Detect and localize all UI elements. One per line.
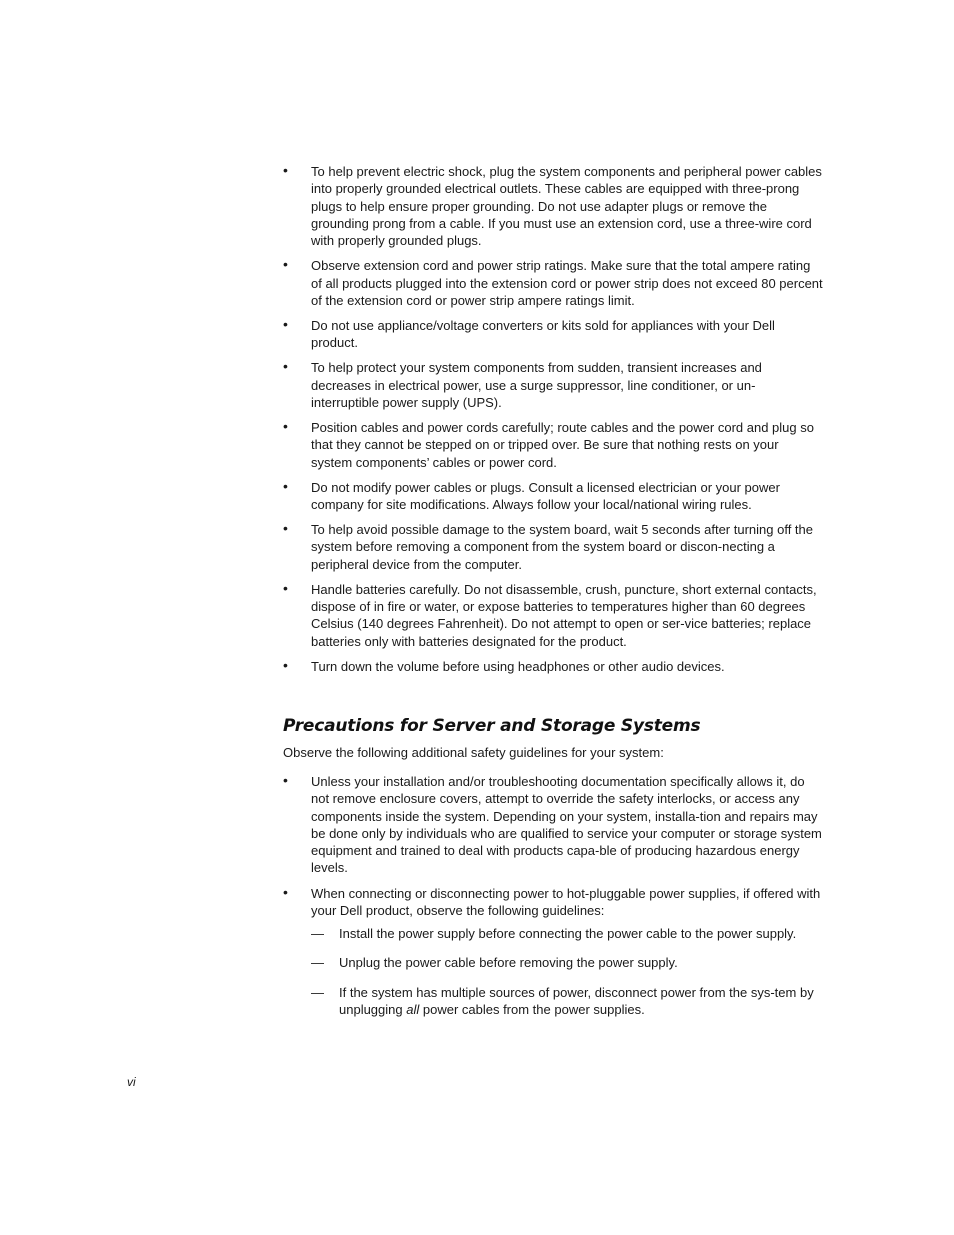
list-item-text: Turn down the volume before using headphones or other audio devices. (311, 658, 725, 674)
sub-list-item-text-end: power cables from the power supplies. (419, 1002, 645, 1018)
list-item (283, 581, 823, 650)
section-intro: Observe the following additional safety guidelines for your system: (283, 745, 664, 760)
safety-bullet-list (283, 163, 823, 683)
list-item (283, 521, 823, 573)
sub-list-item-text-start: If the system has multiple sources of power, disconnect power from the sys-tem by unplugging (339, 984, 814, 1018)
dash-icon: — (311, 955, 324, 971)
list-item-text: Observe extension cord and power strip ratings. Make sure that the total ampere rating of all products plugged into the extension cord or power strip does not exceed 80 percent of the extension cord or power strip ampere ratings limit. (311, 258, 823, 308)
list-item (283, 773, 823, 877)
bullet-icon: • (283, 883, 288, 900)
list-item (283, 419, 823, 471)
bullet-icon: • (283, 315, 288, 332)
list-item-text: To help protect your system components from sudden, transient increases and decreases in electrical power, use a surge suppressor, line conditioner, or un-interruptible power supply (UPS). (311, 360, 762, 410)
bullet-icon: • (283, 520, 288, 537)
bullet-icon: • (283, 772, 288, 788)
sub-list-item-text: Install the power supply before connecting the power cable to the power supply. (339, 926, 797, 942)
bullet-icon: • (283, 256, 288, 273)
list-item-text: Handle batteries carefully. Do not disassemble, crush, puncture, short external contacts, dispose of in fire or water, or expose batteries to temperatures higher than 60 degrees Celsius (140 degrees Fahrenheit). Do not attempt to open or ser-vice batteries; replace batteries only with batteries designated for the product. (311, 581, 817, 649)
sub-list-item-text (339, 985, 814, 1017)
list-item (283, 479, 823, 514)
list-item (283, 359, 823, 411)
sub-list-item-text: Unplug the power cable before removing the power supply. (339, 955, 678, 971)
bullet-icon: • (283, 579, 288, 596)
list-item (283, 658, 823, 675)
sub-list-item (311, 954, 823, 971)
emphasis-text: all (406, 1002, 420, 1018)
list-item-text: Do not use appliance/voltage converters or kits sold for appliances with your Dell product. (311, 317, 775, 351)
list-item (283, 257, 823, 309)
list-item-text: To help prevent electric shock, plug the system components and peripheral power cables into properly grounded electrical outlets. These cables are equipped with three-prong plugs to help ensure proper grounding. Do not use adapter plugs or remove the grounding prong from a cable. If you must use an extension cord, use a three-wire cord with properly grounded plugs. (311, 164, 822, 249)
list-item-text: Unless your installation and/or troubleshooting documentation specifically allows it, do not remove enclosure covers, attempt to override the safety interlocks, or access any components inside the system. Depending on your system, installa-tion and repairs may be done only by individuals who are qualified to service your computer or storage system equipment and trained to deal with products capa-ble of producing hazardous energy levels. (311, 774, 822, 876)
power-supply-guidelines-list (311, 925, 823, 1018)
list-item-text: To help avoid possible damage to the system board, wait 5 seconds after turning off the system before removing a component from the system board or discon-necting a peripheral device from the computer. (311, 522, 814, 572)
list-item (283, 317, 823, 352)
page-number: vi (127, 1075, 136, 1089)
sub-list-item (311, 984, 823, 1019)
dash-icon: — (311, 984, 324, 1000)
list-item-text: When connecting or disconnecting power to hot-pluggable power supplies, if offered with your Dell product, observe the following guidelines: (311, 885, 821, 918)
section-heading: Precautions for Server and Storage Systems (283, 716, 701, 736)
bullet-icon: • (283, 162, 288, 178)
dash-icon: — (311, 926, 324, 942)
sub-list-item (311, 925, 823, 942)
list-item-text: Position cables and power cords carefully; route cables and the power cord and plug so that they cannot be stepped on or tripped over. Be sure that nothing rests on your system components’ cables or power cord. (311, 420, 814, 470)
list-item (283, 885, 823, 1019)
server-precautions-list (283, 773, 823, 1030)
bullet-icon: • (283, 418, 288, 435)
bullet-icon: • (283, 656, 288, 673)
bullet-icon: • (283, 358, 288, 375)
bullet-icon: • (283, 477, 288, 494)
list-item (283, 163, 823, 249)
list-item-text: Do not modify power cables or plugs. Consult a licensed electrician or your power company for site modifications. Always follow your local/national wiring rules. (311, 479, 780, 513)
